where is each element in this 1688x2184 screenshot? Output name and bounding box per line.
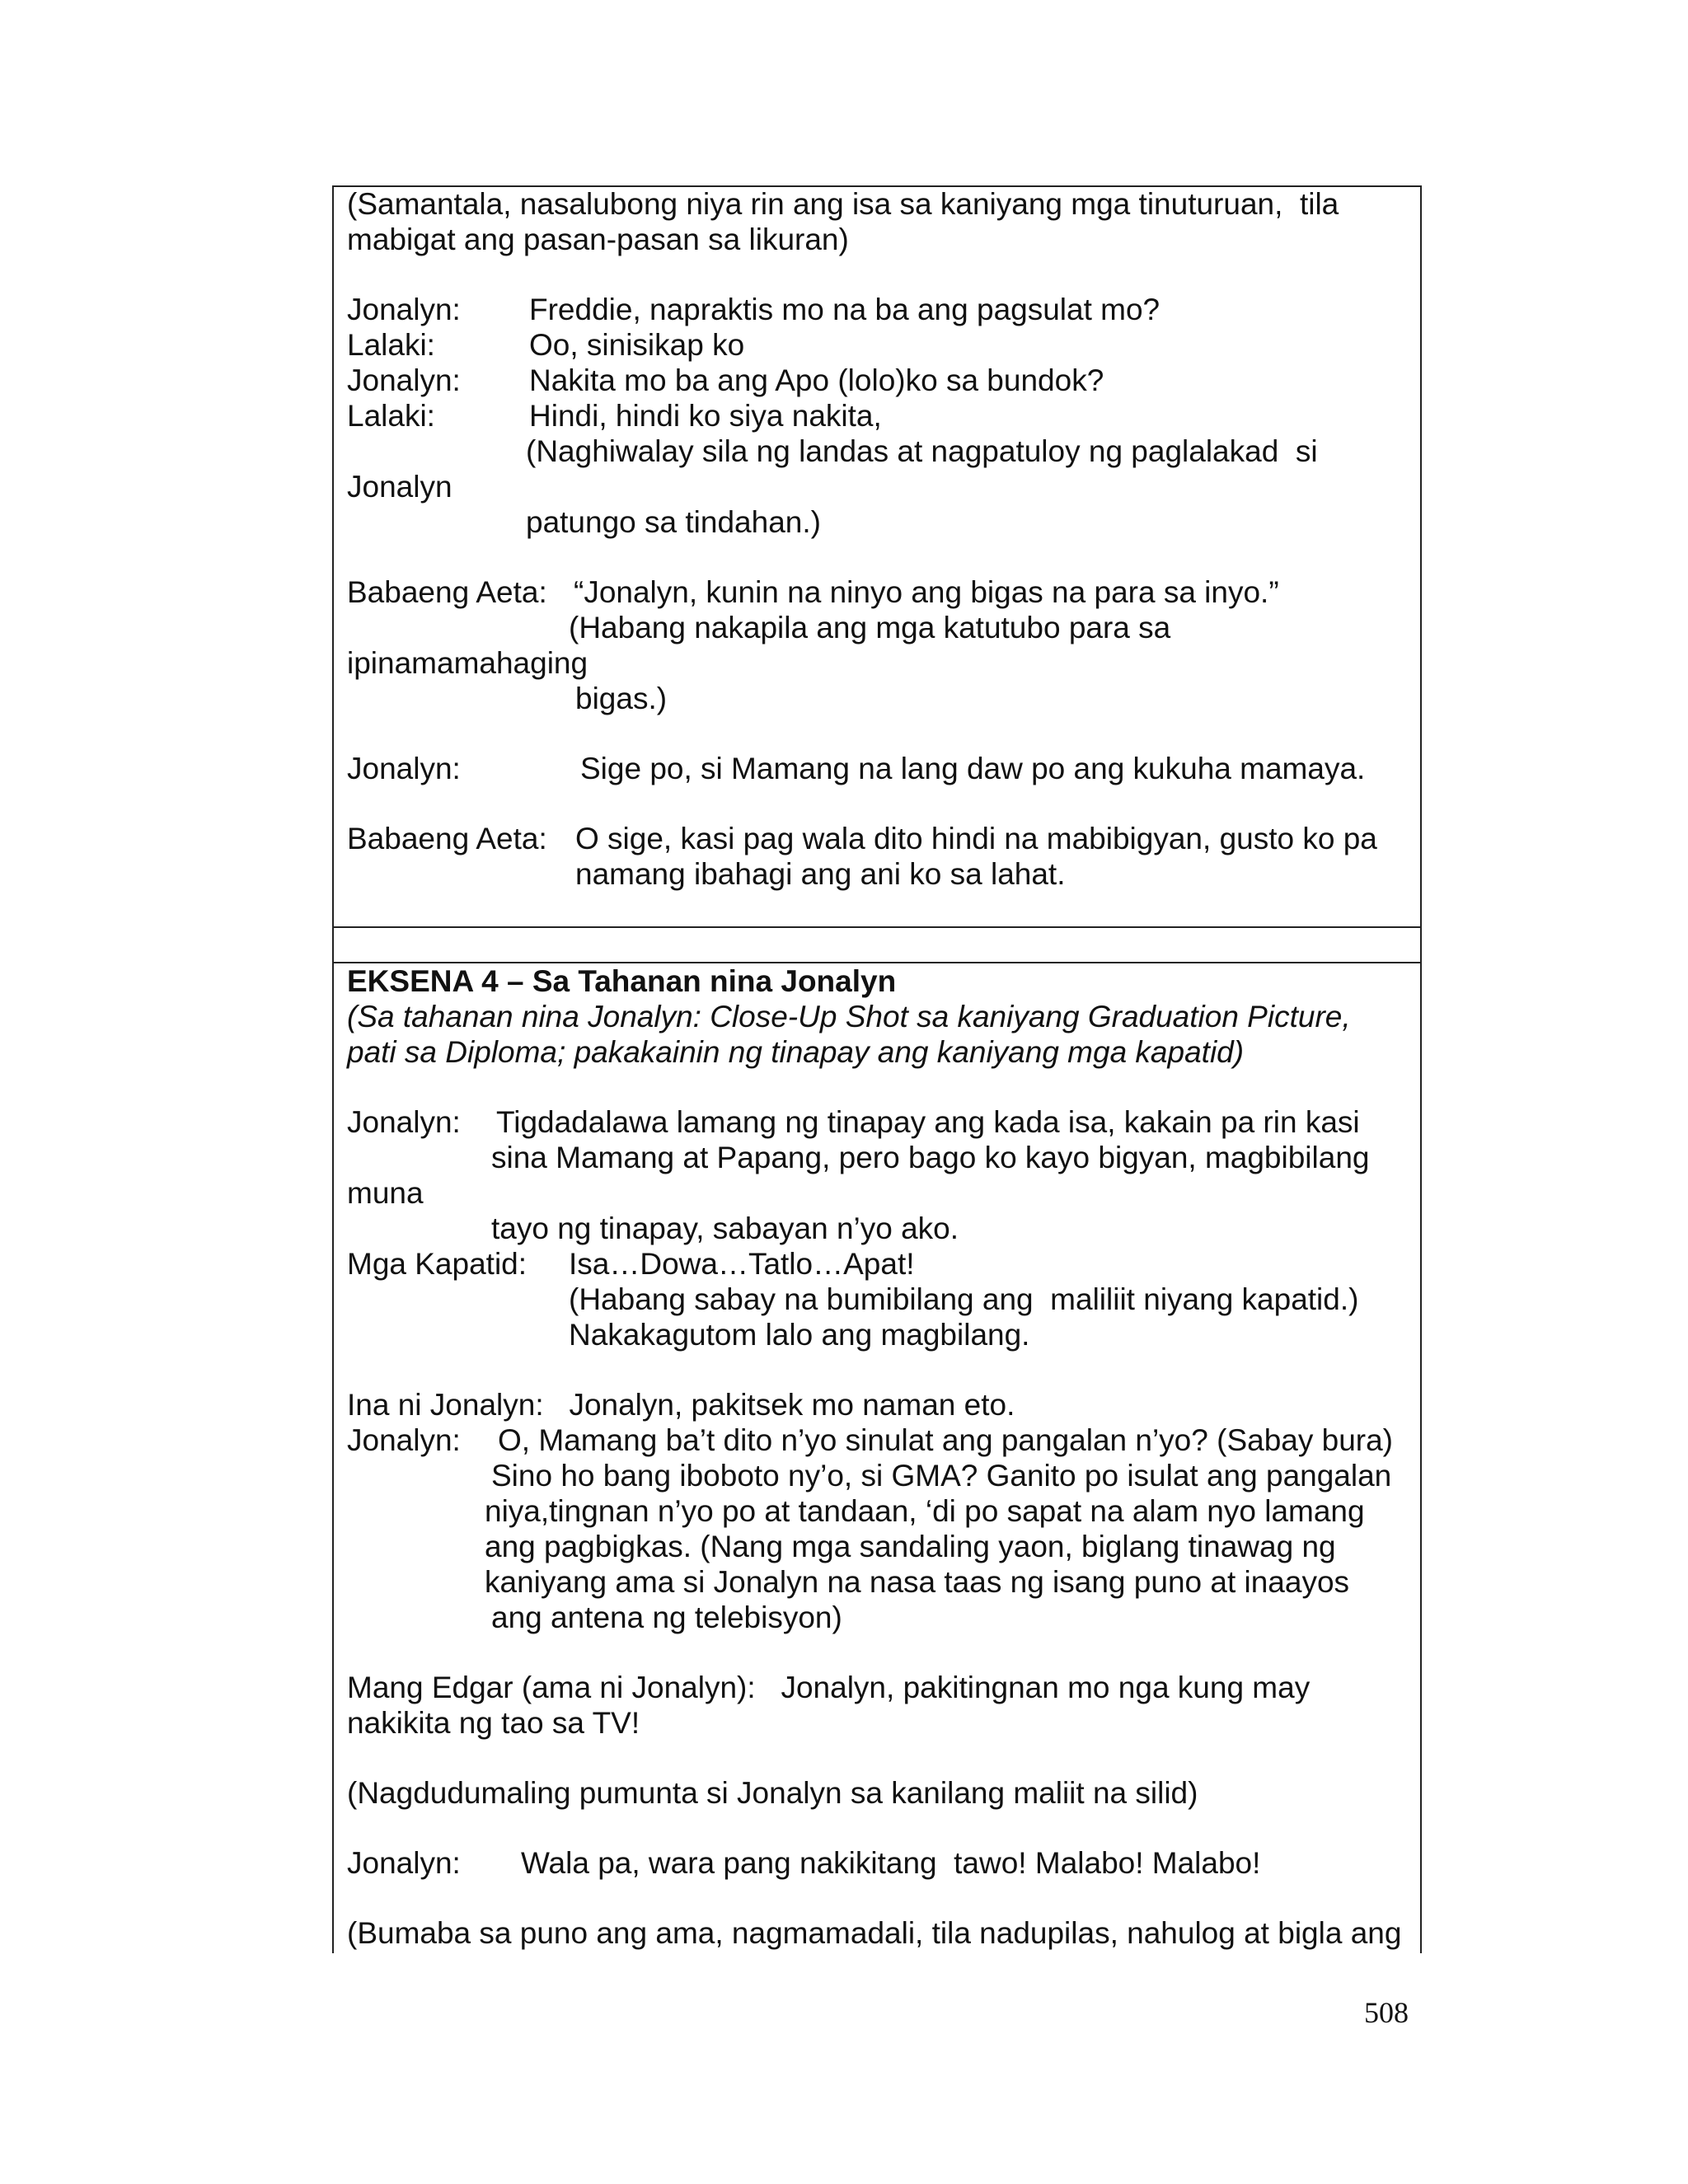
dialogue-line: namang ibahagi ang ani ko sa lahat.: [575, 857, 1066, 891]
stage-direction: (Nagdudumaling pumunta si Jonalyn sa kanilang maliit na silid): [347, 1776, 1198, 1810]
stage-direction: kaniyang ama si Jonalyn na nasa taas ng isang puno at inaayos: [485, 1565, 1350, 1599]
dialogue-line: sina Mamang at Papang, pero bago ko kayo bigyan, magbibilang: [491, 1141, 1370, 1174]
stage-direction: Jonalyn: [347, 470, 452, 504]
dialogue-line: Ina ni Jonalyn: Jonalyn, pakitsek mo naman eto.: [347, 1388, 1015, 1422]
dialogue-line: Mang Edgar (ama ni Jonalyn): Jonalyn, pakitingnan mo nga kung may: [347, 1671, 1311, 1704]
dialogue-line: Nakakagutom lalo ang magbilang.: [569, 1318, 1030, 1352]
dialogue-line: “Jonalyn, kunin na ninyo ang bigas na para sa inyo.”: [574, 575, 1279, 609]
table-row-divider-top: [332, 926, 1422, 928]
speaker-label: Jonalyn:: [347, 1105, 461, 1139]
speaker-label: Mga Kapatid:: [347, 1247, 528, 1281]
page-number: 508: [1364, 1996, 1409, 2029]
dialogue-line: tayo ng tinapay, sabayan n’yo ako.: [491, 1212, 959, 1245]
speaker-label: Babaeng Aeta:: [347, 575, 547, 609]
speaker-label: Jonalyn:: [347, 293, 461, 326]
stage-direction: (Bumaba sa puno ang ama, nagmamadali, tila nadupilas, nahulog at bigla ang: [347, 1916, 1402, 1950]
speaker-label: Jonalyn:: [347, 752, 461, 785]
stage-direction: (Naghiwalay sila ng landas at nagpatuloy ng paglalakad si: [526, 434, 1318, 468]
dialogue-line: Nakita mo ba ang Apo (lolo)ko sa bundok?: [529, 363, 1104, 397]
stage-direction: (Habang sabay na bumibilang ang maliliit niyang kapatid.): [569, 1282, 1359, 1316]
stage-direction: ang antena ng telebisyon): [491, 1601, 842, 1634]
speaker-label: Jonalyn:: [347, 363, 461, 397]
dialogue-line: nakikita ng tao sa TV!: [347, 1706, 640, 1740]
speaker-label: Lalaki:: [347, 328, 435, 362]
stage-direction: mabigat ang pasan-pasan sa likuran): [347, 223, 849, 256]
dialogue-line: Tigdadalawa lamang ng tinapay ang kada isa, kakain pa rin kasi: [496, 1105, 1360, 1139]
stage-direction: ipinamamahaging: [347, 646, 588, 680]
dialogue-line: Sige po, si Mamang na lang daw po ang kukuha mamaya.: [580, 752, 1366, 785]
dialogue-line: ang pagbigkas. (Nang mga sandaling yaon, biglang tinawag ng: [485, 1530, 1336, 1563]
scene-description: (Sa tahanan nina Jonalyn: Close-Up Shot sa kaniyang Graduation Picture,: [347, 1000, 1351, 1033]
speaker-label: Babaeng Aeta:: [347, 822, 547, 855]
dialogue-line: Freddie, napraktis mo na ba ang pagsulat mo?: [529, 293, 1160, 326]
scene-description: pati sa Diploma; pakakainin ng tinapay ang kaniyang mga kapatid): [347, 1035, 1245, 1069]
scene-heading: EKSENA 4 – Sa Tahanan nina Jonalyn: [347, 964, 897, 998]
dialogue-line: O sige, kasi pag wala dito hindi na mabibigyan, gusto ko pa: [575, 822, 1377, 855]
speaker-label: Jonalyn:: [347, 1846, 461, 1880]
dialogue-line: muna: [347, 1176, 424, 1210]
dialogue-line: Oo, sinisikap ko: [529, 328, 745, 362]
dialogue-line: niya,tingnan n’yo po at tandaan, ‘di po sapat na alam nyo lamang: [485, 1494, 1365, 1528]
dialogue-line: Hindi, hindi ko siya nakita,: [529, 399, 882, 433]
dialogue-line: Isa…Dowa…Tatlo…Apat!: [569, 1247, 915, 1281]
stage-direction: (Habang nakapila ang mga katutubo para sa: [569, 611, 1171, 644]
speaker-label: Lalaki:: [347, 399, 435, 433]
stage-direction: patungo sa tindahan.): [526, 505, 821, 539]
stage-direction: (Samantala, nasalubong niya rin ang isa sa kaniyang mga tinuturuan, tila: [347, 187, 1339, 221]
stage-direction: bigas.): [575, 682, 668, 715]
dialogue-line: O, Mamang ba’t dito n’yo sinulat ang pangalan n’yo? (Sabay bura): [498, 1423, 1394, 1457]
dialogue-line: Sino ho bang iboboto ny’o, si GMA? Ganito po isulat ang pangalan: [491, 1459, 1392, 1493]
dialogue-line: Wala pa, wara pang nakikitang tawo! Malabo! Malabo!: [521, 1846, 1261, 1880]
speaker-label: Jonalyn:: [347, 1423, 461, 1457]
